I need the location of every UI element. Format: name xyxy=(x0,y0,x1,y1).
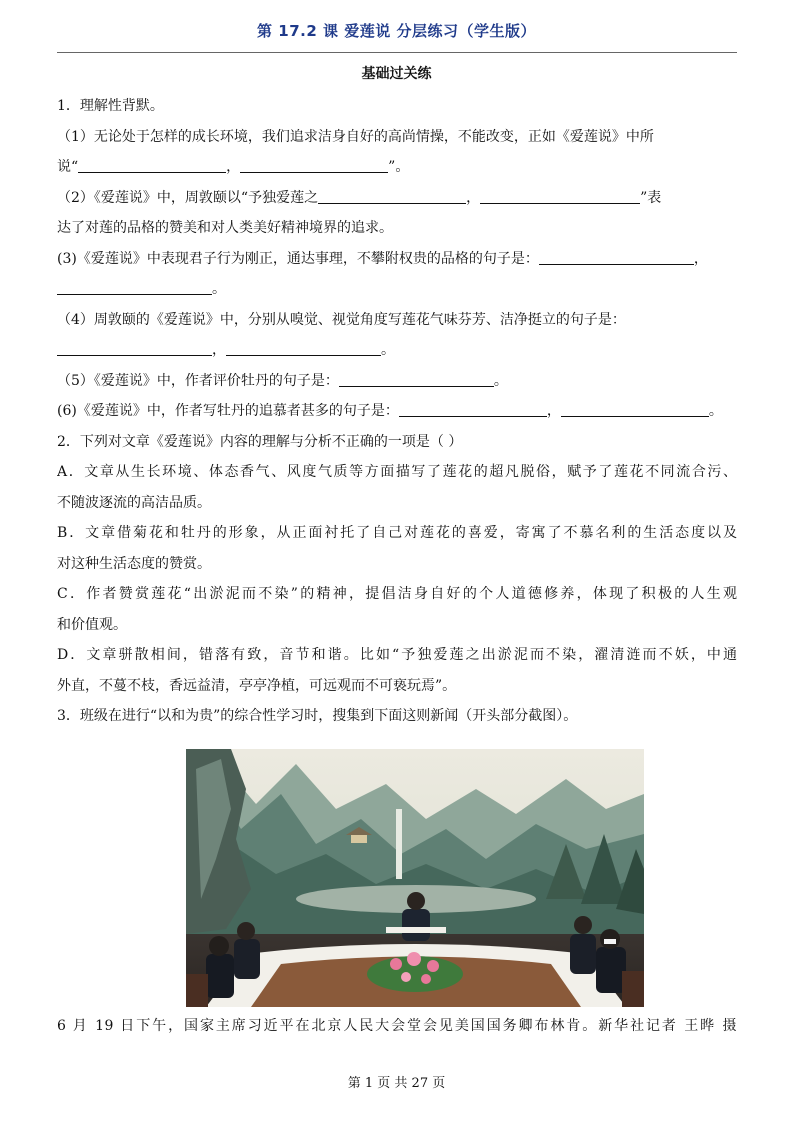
header-divider xyxy=(57,52,737,53)
option-c-line-2: 和价值观。 xyxy=(57,616,127,633)
option-d-line-1[interactable]: D．文章骈散相间，错落有致，音节和谐。比如“予独爱莲之出淤泥而不染，濯清涟而不妖，中通 xyxy=(57,647,737,663)
q1-2-line-2: 达了对莲的品格的赞美和对人类美好精神境界的追求。 xyxy=(57,220,393,236)
text-segment: 。 xyxy=(493,372,508,389)
text-segment: ， xyxy=(466,189,481,206)
q1-3-line-1 xyxy=(57,244,737,275)
answer-blank[interactable] xyxy=(240,156,388,173)
option-c-line-1[interactable]: C．作者赞赏莲花“出淤泥而不染”的精神，提倡洁身自好的个人道德修养，体现了积极的人生观 xyxy=(57,586,737,602)
answer-blank[interactable] xyxy=(78,156,226,173)
answer-blank[interactable] xyxy=(57,278,212,295)
question-3-title: 3．班级在进行“以和为贵”的综合性学习时，搜集到下面这则新闻（开头部分截图）。 xyxy=(57,708,578,724)
question-2-title: 2．下列对文章《爱莲说》内容的理解与分析不正确的一项是（ ） xyxy=(57,433,463,450)
answer-blank[interactable] xyxy=(480,187,640,204)
answer-blank[interactable] xyxy=(539,248,694,265)
page-header-title: 第 17.2 课 爱莲说 分层练习（学生版） xyxy=(257,22,536,40)
text-segment: （2）《爱莲说》中，周敦颐以“予独爱莲之 xyxy=(57,189,319,206)
q1-6-line xyxy=(57,396,737,427)
answer-blank[interactable] xyxy=(561,400,709,417)
option-a-line-2: 不随波逐流的高洁品质。 xyxy=(57,494,211,511)
q1-3-line-2 xyxy=(57,274,737,305)
text-segment: ”。 xyxy=(388,159,410,175)
text-segment: ， xyxy=(226,159,241,175)
question-body xyxy=(57,91,737,732)
text-segment: 。 xyxy=(381,342,395,358)
q1-4-line-2 xyxy=(57,335,737,366)
text-segment: ， xyxy=(693,250,708,267)
option-a-line-1[interactable]: A．文章从生长环境、体态香气、风度气质等方面描写了莲花的超凡脱俗，赋予了莲花不同流合污、 xyxy=(57,464,737,480)
question-1-title: 1．理解性背默。 xyxy=(57,98,164,114)
text-segment: （5）《爱莲说》中，作者评价牡丹的句子是： xyxy=(57,372,339,389)
section-title: 基础过关练 xyxy=(361,66,432,82)
page-footer: 第 1 页 共 27 页 xyxy=(347,1076,446,1091)
answer-blank[interactable] xyxy=(339,370,494,387)
option-b-line-1[interactable]: B．文章借菊花和牡丹的形象，从正面衬托了自己对莲花的喜爱，寄寓了不慕名利的生活态度以及 xyxy=(57,525,737,541)
q1-4-line-1: （4）周敦颐的《爱莲说》中，分别从嗅觉、视觉角度写莲花气味芬芳、洁净挺立的句子是： xyxy=(57,311,626,328)
text-segment: (6)《爱莲说》中，作者写牡丹的追慕者甚多的句子是： xyxy=(57,403,399,419)
q1-2-line-1 xyxy=(57,183,737,214)
text-segment: 。 xyxy=(212,281,226,297)
answer-blank[interactable] xyxy=(399,400,547,417)
meeting-room-illustration xyxy=(186,749,644,1007)
q1-1-line-2 xyxy=(57,152,737,183)
answer-blank[interactable] xyxy=(57,339,212,356)
option-b-line-2: 对这种生活态度的赞赏。 xyxy=(57,555,211,572)
text-segment: 。 xyxy=(708,403,723,419)
text-segment: ， xyxy=(546,403,561,419)
answer-blank[interactable] xyxy=(318,187,466,204)
answer-blank[interactable] xyxy=(226,339,381,356)
q1-1-line-1: （1）无论处于怎样的成长环境，我们追求洁身自好的高尚情操，不能改变，正如《爱莲说》中所 xyxy=(57,128,654,145)
q1-5-line xyxy=(57,366,737,397)
text-segment: ”表 xyxy=(640,189,662,206)
photo-caption: 6 月 19 日下午，国家主席习近平在北京人民大会堂会见美国国务卿布林肯。新华社记者 王晔 摄 xyxy=(57,1018,737,1034)
text-segment: ， xyxy=(212,342,226,358)
news-photo xyxy=(186,749,644,1007)
text-segment: 说“ xyxy=(57,159,79,175)
text-segment: (3)《爱莲说》中表现君子行为刚正，通达事理，不攀附权贵的品格的句子是： xyxy=(57,250,539,267)
option-d-line-2: 外直，不蔓不枝，香远益清，亭亭净植，可远观而不可亵玩焉”。 xyxy=(57,677,457,694)
